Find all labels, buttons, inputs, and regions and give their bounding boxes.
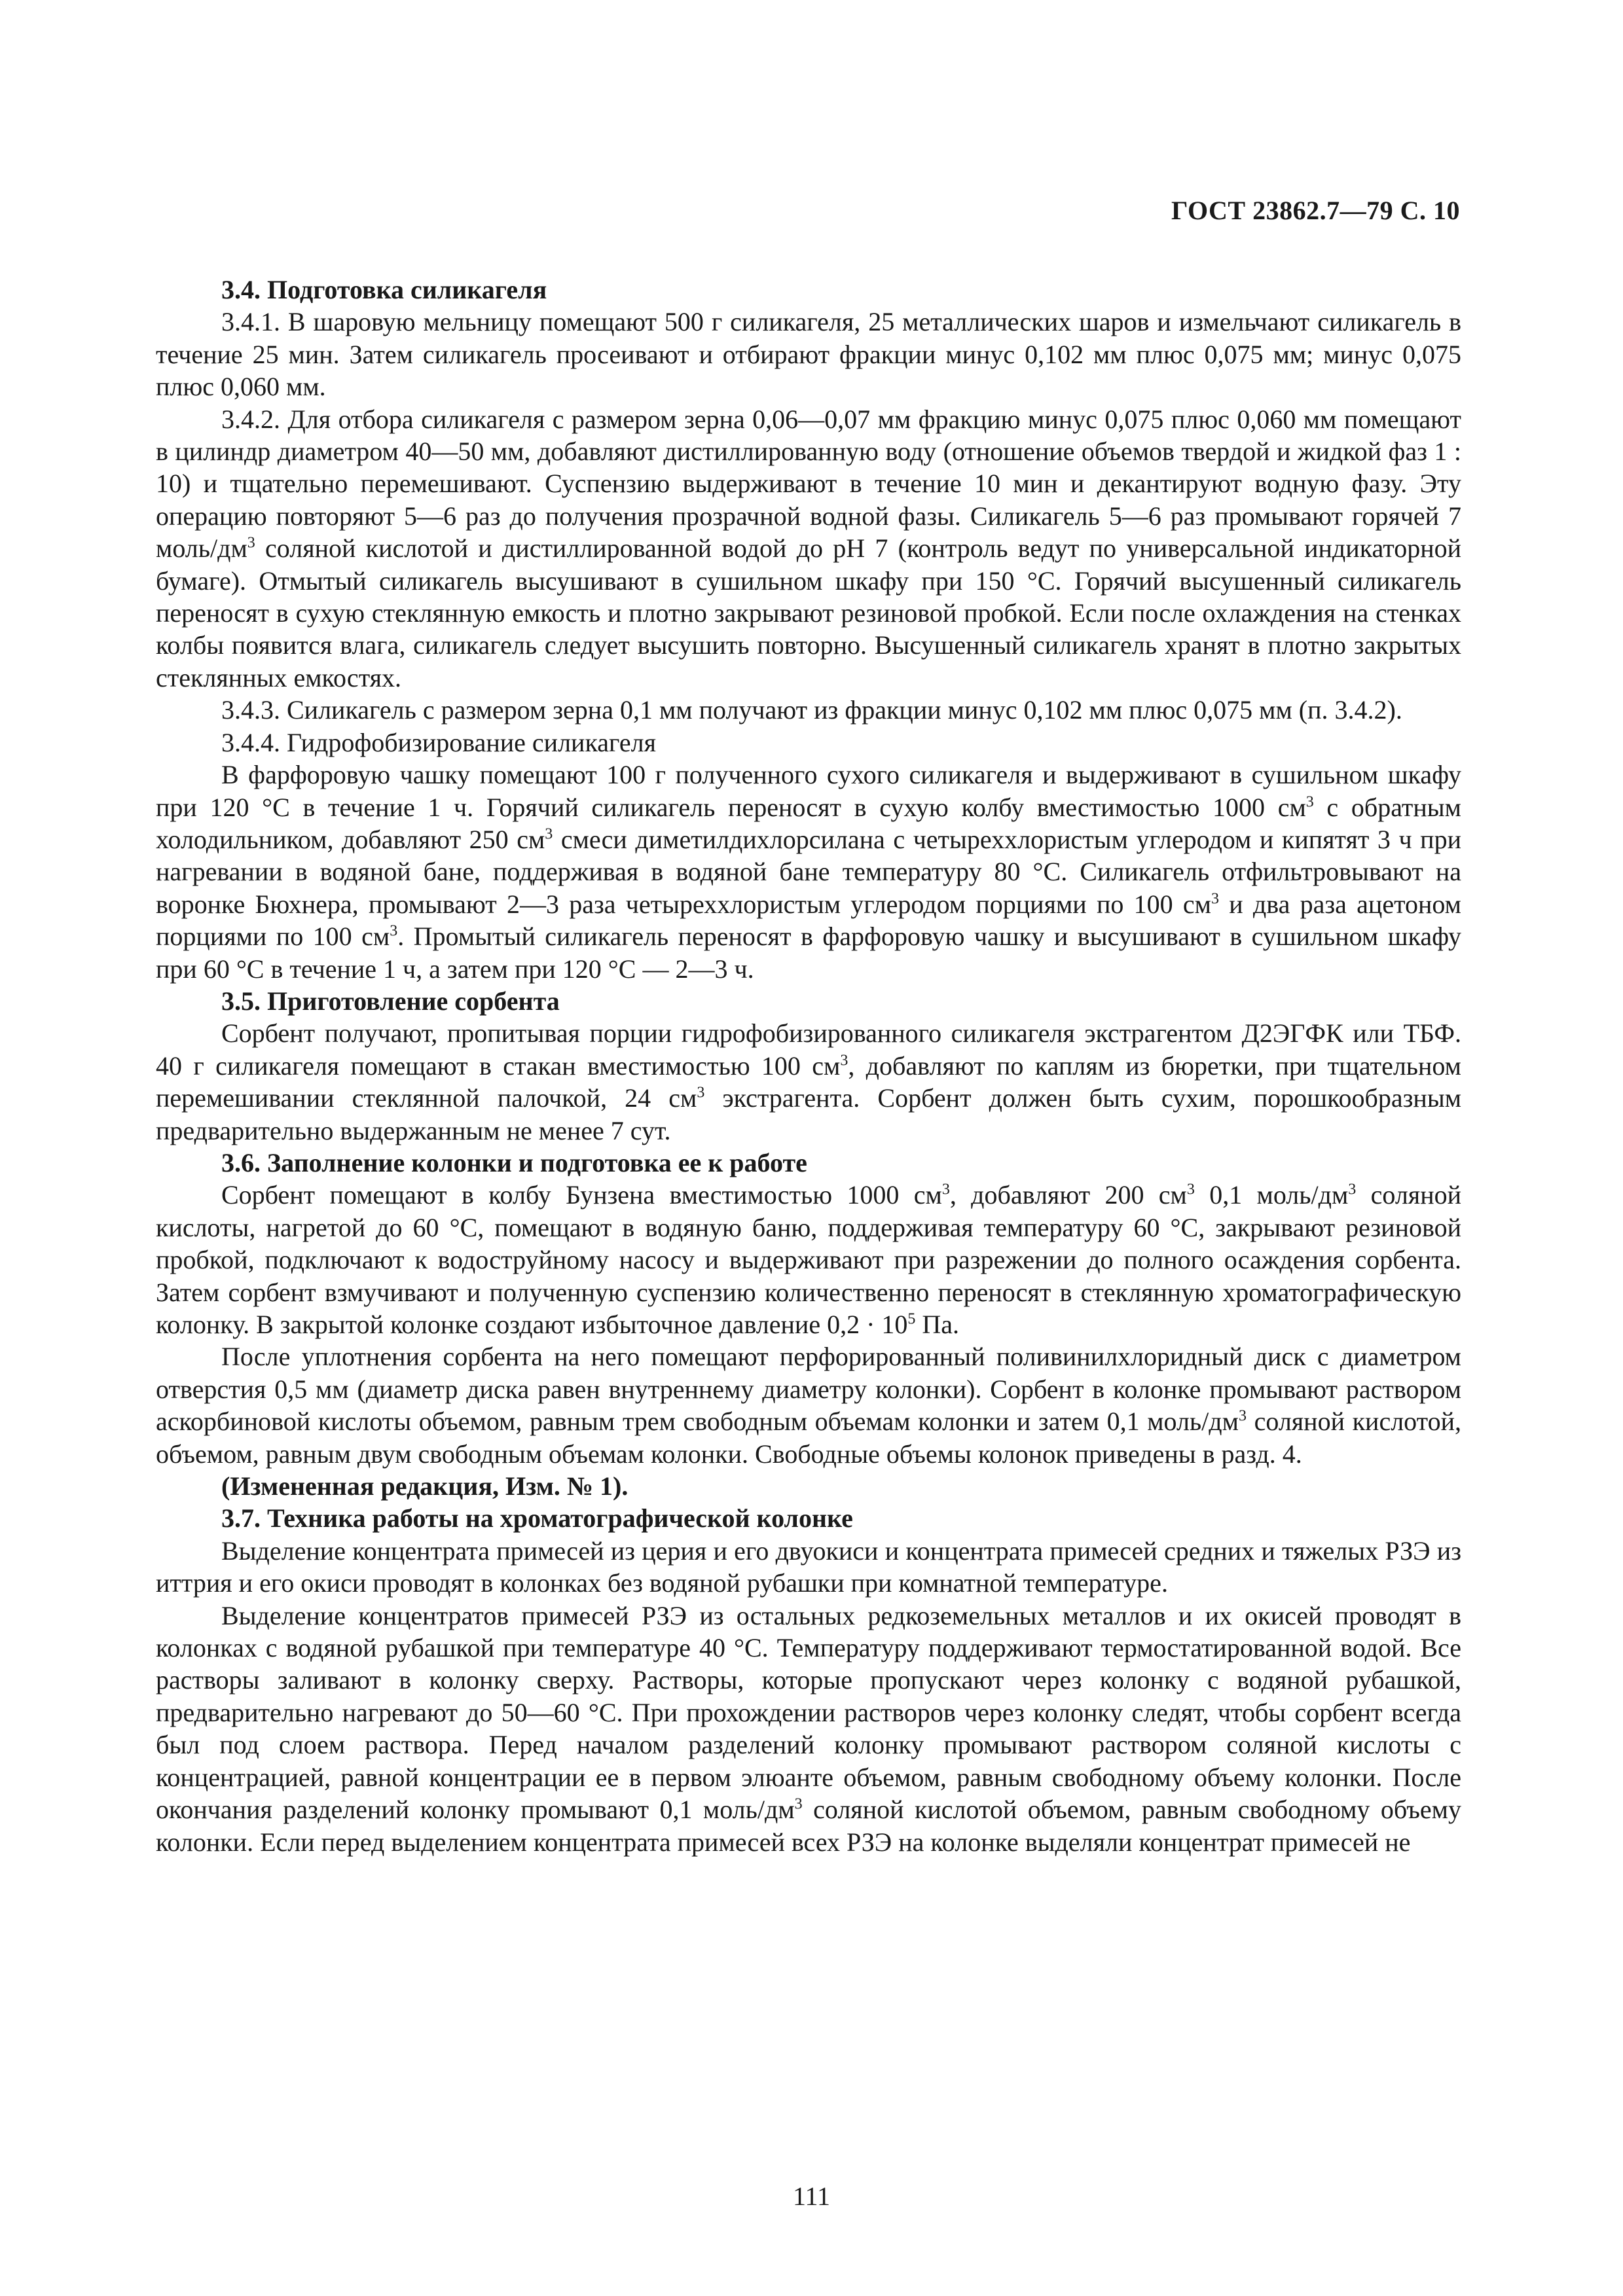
paragraph: 3.4.1. В шаровую мельницу помещают 500 г силикагеля, 25 металлических шаров и измельчают силикагель в течение 25 мин. Затем силикагель просеивают и отбирают фракции минус 0,102 мм плюс 0,075 мм; минус 0,075 плюс 0,060 мм. [156,307,1461,402]
paragraph: Сорбент помещают в колбу Бунзена вместимостью 1000 $см^3$, добавляют 200 $см^3$ 0,1 моль/$дм^3$ соляной кислоты, нагретой до 60 °С, помещают в водяную баню, поддерживая температуру 60 °С, закрывают резиновой пробкой, подключают к водоструйному насосу и выдерживают при разрежении до полного осаждения сорбента. Затем сорбент взмучивают и полученную суспензию количественно переносят в стеклянную хроматографическую колонку. В закрытой колонке создают избыточное давление $0,2 \cdot 10^5$ Па. [156,1180,1462,1339]
running-header: ГОСТ 23862.7—79 С. 10 [1171,196,1460,225]
section-heading: 3.4. Подготовка силикагеля [221,275,547,304]
section-heading: 3.7. Техника работы на хроматографической колонке [221,1503,853,1534]
paragraph: Выделение концентрата примесей из церия и его двуокиси и концентрата примесей средних и тяжелых РЗЭ из иттрия и его окиси проводят в колонках без водяной рубашки при комнатной температуре. [156,1535,1461,1598]
page-number: 111 [792,2181,831,2211]
paragraph: После уплотнения сорбента на него помещают перфорированный поливинилхлоридный диск с диаметром отверстия 0,5 мм (диаметр диска равен внутреннему диаметру колонки). Сорбент в колонке промывают раствором аскорбиновой кислоты объемом, равным трем свободным объемам колонки и затем 0,1 моль/$дм^3$ соляной кислотой, объемом, равным двум свободным объемам колонки. Свободные объемы колонок приведены в разд. 4. [156,1342,1461,1469]
section-heading: 3.6. Заполнение колонки и подготовка ее к работе [221,1147,807,1177]
paragraph: 3.4.3. Силикагель с размером зерна 0,1 мм получают из фракции минус 0,102 мм плюс 0,075 мм (п. 3.4.2). [221,695,1402,725]
paragraph: Выделение концентратов примесей РЗЭ из остальных редкоземельных металлов и их окисей проводят в колонках с водяной рубашкой при температуре 40 °С. Температуру поддерживают термостатированной водой. Все растворы заливают в колонку сверху. Растворы, которые пропускают через колонку с водяной рубашкой, предварительно нагревают до 50—60 °С. При прохождении растворов через колонку следят, чтобы сорбент всегда был под слоем раствора. Перед началом разделений колонку промывают раствором соляной кислоты с концентрацией, равной концентрации ее в первом элюанте объемом, равным свободному объему колонки. После окончания разделений колонку промывают 0,1 моль/$дм^3$ соляной кислотой объемом, равным свободному объему колонки. Если перед выделением концентрата примесей всех РЗЭ на колонке выделяли концентрат примесей не [156,1600,1461,1857]
paragraph: В фарфоровую чашку помещают 100 г полученного сухого силикагеля и выдерживают в сушильном шкафу при 120 °С в течение 1 ч. Горячий силикагель переносят в сухую колбу вместимостью 1000 $см^3$ с обратным холодильником, добавляют 250 $см^3$ смеси диметилдихлорсилана с четыреххлористым углеродом и кипятят 3 ч при нагревании в водяной бане, поддерживая в водяной бане температуру 80 °С. Силикагель отфильтровывают на воронке Бюхнера, промывают 2—3 раза четыреххлористым углеродом порциями по 100 $см^3$ и два раза ацетоном порциями по 100 $см^3$. Промытый силикагель переносят в фарфоровую чашку и высушивают в сушильном шкафу при 60 °С в течение 1 ч, а затем при 120 °С — 2—3 ч. [156,760,1461,984]
section-heading: 3.5. Приготовление сорбента [221,986,560,1016]
paragraph: 3.4.2. Для отбора силикагеля с размером зерна 0,06—0,07 мм фракцию минус 0,075 плюс 0,060 мм помещают в цилиндр диаметром 40—50 мм, добавляют дистиллированную воду (отношение объемов твердой и жидкой фаз 1 : 10) и тщательно перемешивают. Суспензию выдерживают в течение 10 мин и декантируют водную фазу. Эту операцию повторяют 5—6 раз до получения прозрачной водной фазы. Силикагель 5—6 раз промывают горячей 7 моль/$дм^3$ соляной кислотой и дистиллированной водой до pH 7 (контроль ведут по универсальной индикаторной бумаге). Отмытый силикагель высушивают в сушильном шкафу при 150 °С. Горячий высушенный силикагель переносят в сухую стеклянную емкость и плотно закрывают резиновой пробкой. Если после охлаждения на стенках колбы появится влага, силикагель следует высушить повторно. Высушенный силикагель хранят в плотно закрытых стеклянных емкостях. [156,404,1461,692]
paragraph: 3.4.4. Гидрофобизирование силикагеля [221,727,657,757]
body-text [156,274,1461,1858]
amendment-note: (Измененная редакция, Изм. № 1). [221,1471,629,1501]
paragraph: Сорбент получают, пропитывая порции гидрофобизированного силикагеля экстрагентом Д2ЭГФК или ТБФ. 40 г силикагеля помещают в стакан вместимостью 100 $см^3$, добавляют по каплям из бюретки, при тщательном перемешивании стеклянной палочкой, 24 $см^3$ экстрагента. Сорбент должен быть сухим, порошкообразным предварительно выдержанным не менее 7 сут. [156,1018,1462,1145]
